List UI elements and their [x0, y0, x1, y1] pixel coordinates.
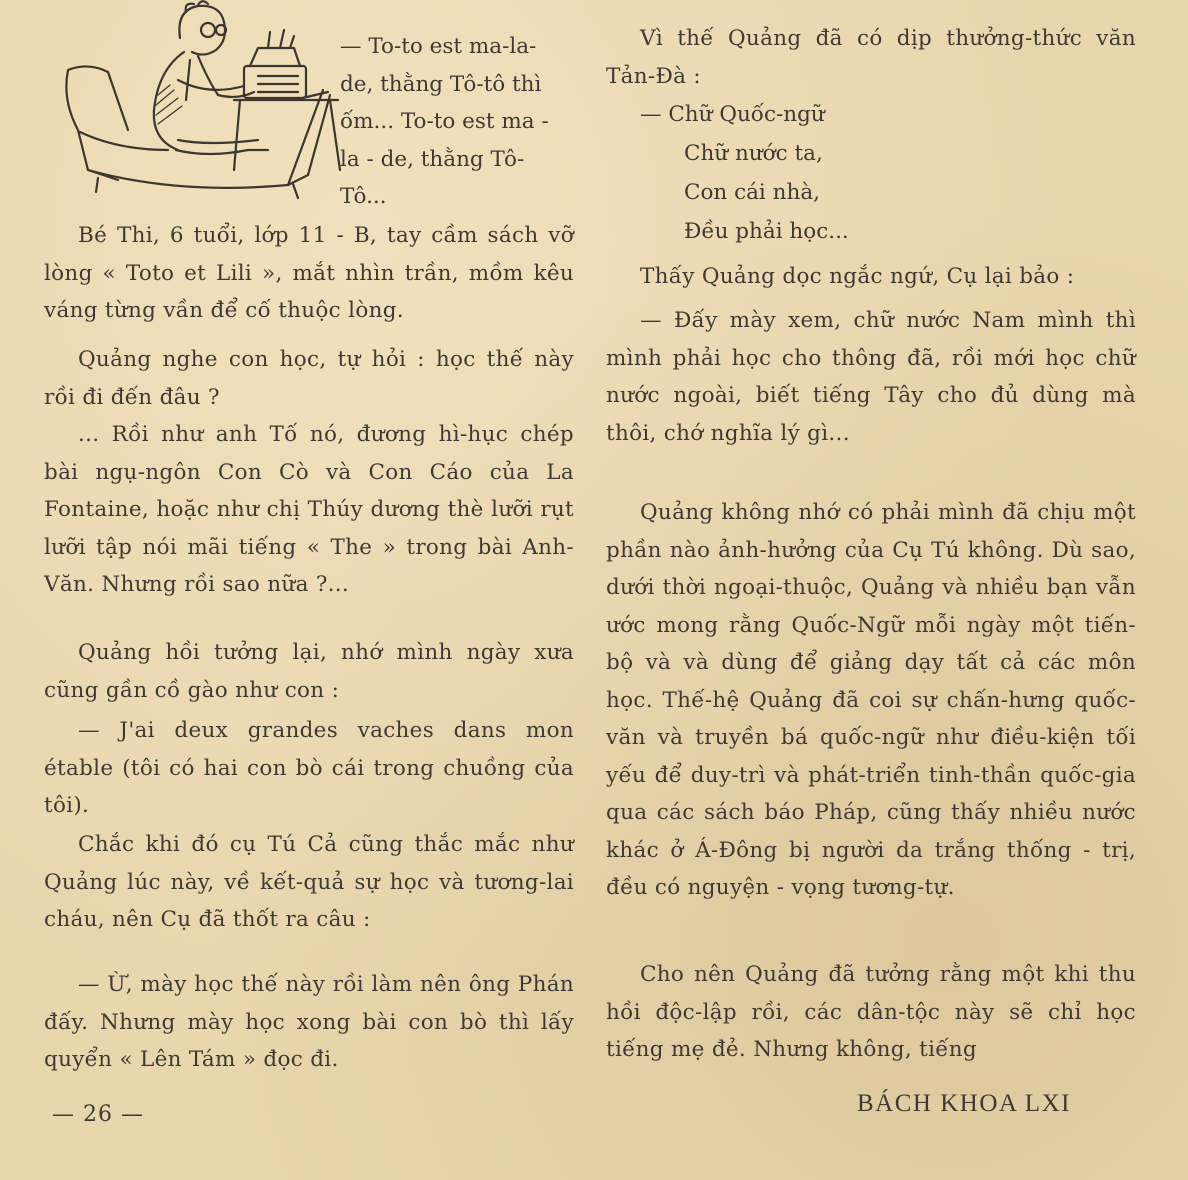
illustration-caption: — To-to est ma-la-de, thằng Tô-tô thì ốm... To-to est ma - la - de, thằng Tô-Tô... — [340, 34, 549, 209]
paragraph-ong-phan: — Ừ, mày học thế này rồi làm nên ông Phán đấy. Nhưng mày học xong bài con bò thì lấy quyển « Lên Tám » đọc đi. — [44, 972, 574, 1072]
man-at-typewriter-illustration — [58, 0, 358, 200]
paragraph-quang-khong-nho: Quảng không nhớ có phải mình đã chịu một phần nào ảnh-hưởng của Cụ Tú không. Dù sao, dưới thời ngoại-thuộc, Quảng và nhiều bạn vẫn ước mong rằng Quốc-Ngữ mỗi ngày một tiến-bộ và và dùng để giảng dạy tất cả các môn học. Thế-hệ Quảng đã coi sự chấn-hưng quốc-văn và truyền bá quốc-ngữ như điều-kiện tối yếu để duy-trì và phát-triển tinh-thần quốc-gia qua các sách báo Pháp, cũng thấy nhiều nước khác ở Á-Đông bị người da trắng thống - trị, đều có nguyện - vọng tương-tự. — [606, 500, 1136, 900]
paragraph-be-thi: Bé Thi, 6 tuổi, lớp 11 - B, tay cầm sách vỡ lòng « Toto et Lili », mắt nhìn trần, mồm kêu váng từng vần để cố thuộc lòng. — [44, 223, 574, 323]
paragraph-tan-da-intro: Vì thế Quảng đã có dịp thưởng-thức văn Tản-Đà : — [606, 26, 1136, 89]
paragraph-cho-nen: Cho nên Quảng đã tưởng rằng một khi thu hồi độc-lập rồi, các dân-tộc này sẽ chỉ học tiếng mẹ đẻ. Nhưng không, tiếng — [606, 962, 1136, 1062]
verse-line: — Chữ Quốc-ngữ — [640, 102, 825, 127]
paragraph-thay-quang: Thấy Quảng dọc ngắc ngứ, Cụ lại bảo : — [640, 264, 1075, 289]
paragraph-quang-nghe: Quảng nghe con học, tự hỏi : học thế này rồi đi đến đâu ? — [44, 347, 574, 410]
verse-line: Chữ nước ta, — [684, 141, 823, 166]
paragraph-roi-nhu: ... Rồi như anh Tố nó, đương hì-hục chép bài ngụ-ngôn Con Cò và Con Cáo của La Fontaine, hoặc như chị Thúy dương thè lưỡi rụt lưỡi tập nói mãi tiếng « The » trong bài Anh-Văn. Nhưng rồi sao nữa ?... — [44, 422, 574, 597]
paragraph-cu-tu-ca: Chắc khi đó cụ Tú Cả cũng thắc mắc như Quảng lúc này, về kết-quả sự học và tương-lai cháu, nên Cụ đã thốt ra câu : — [44, 832, 574, 932]
publication-title: BÁCH KHOA LXI — [857, 1090, 1071, 1117]
verse-line: Con cái nhà, — [684, 180, 820, 205]
page-number: — 26 — — [52, 1102, 144, 1127]
paragraph-day-may-xem: — Đấy mày xem, chữ nước Nam mình thì mình phải học cho thông đã, rồi mới học chữ nước ngoài, biết tiếng Tây cho đủ dùng mà thôi, chớ nghĩa lý gì... — [606, 308, 1136, 446]
paragraph-french-quote: — J'ai deux grandes vaches dans mon étable (tôi có hai con bò cái trong chuồng của tôi). — [44, 718, 574, 818]
paragraph-hoi-tuong: Quảng hồi tưởng lại, nhớ mình ngày xưa cũng gần cồ gào như con : — [44, 640, 574, 703]
verse-line: Đều phải học... — [684, 219, 849, 244]
